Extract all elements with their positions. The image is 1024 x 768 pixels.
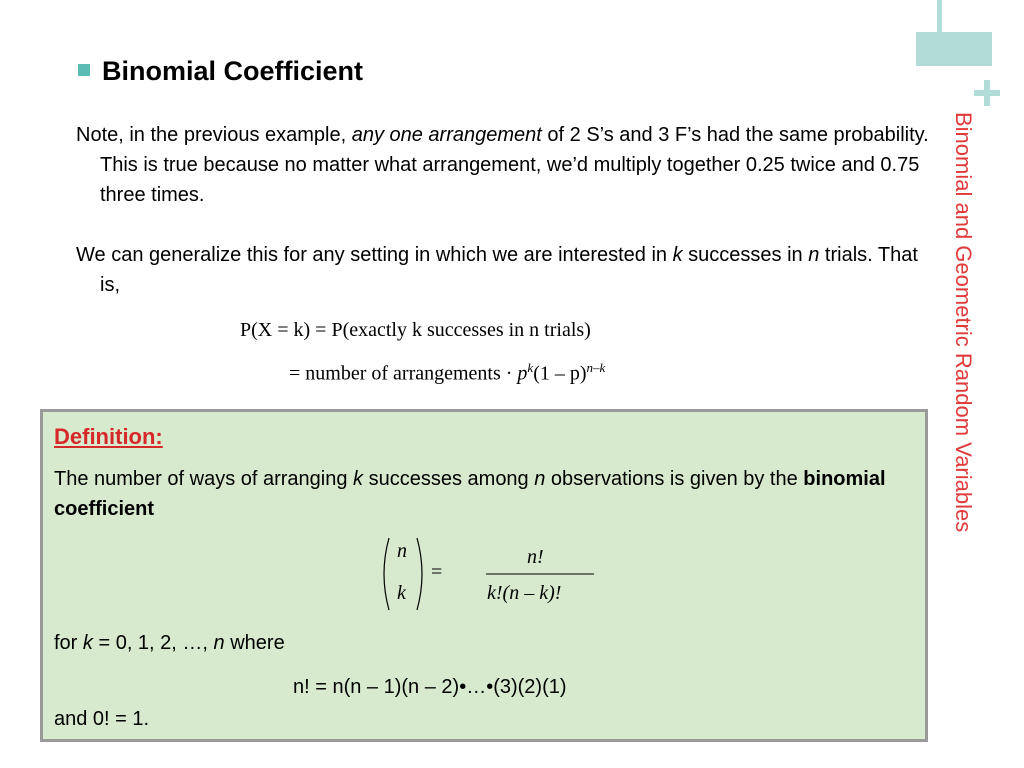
definition-text	[54, 464, 914, 524]
for-k-line	[54, 632, 285, 655]
binom-top: n	[397, 540, 407, 562]
generalize-text-b: successes in	[682, 244, 809, 266]
binom-equals: =	[431, 561, 443, 583]
def-n: n	[534, 468, 546, 490]
for-k: k	[82, 632, 93, 654]
formula-p: p	[517, 362, 528, 385]
generalize-paragraph	[76, 240, 930, 300]
formula-line-1: P(X = k) = P(exactly k successes in n trials)	[240, 319, 591, 341]
left-paren	[384, 538, 389, 610]
def-k: k	[353, 468, 364, 490]
note-italic: any one arrangement	[351, 124, 542, 146]
for-b: = 0, 1, 2, …,	[92, 632, 214, 654]
formula-one-minus-p: (1 – p)	[533, 362, 587, 385]
formula-k-exp: k	[527, 360, 534, 375]
note-text-a: Note, in the previous example,	[76, 124, 352, 146]
slide-title	[78, 56, 363, 87]
accent-line	[937, 0, 942, 32]
def-text-c: observations is given by the	[545, 468, 804, 490]
formula-line-2	[289, 360, 605, 386]
binom-denominator: k!(n – k)!	[487, 582, 562, 604]
slide-title-text: Binomial Coefficient	[102, 56, 364, 86]
generalize-text-a: We can generalize this for any setting in which we are interested in	[76, 244, 673, 266]
generalize-n: n	[808, 244, 820, 266]
binom-bottom: k	[397, 582, 406, 604]
formula-line2-prefix: = number of arrangements ·	[289, 362, 518, 385]
definition-box	[40, 409, 928, 742]
for-c: where	[224, 632, 285, 654]
zero-factorial-line: and 0! = 1.	[54, 708, 150, 730]
note-paragraph	[76, 120, 930, 210]
factorial-line: n! = n(n – 1)(n – 2)•…•(3)(2)(1)	[293, 676, 567, 698]
generalize-text-c: trials. That is,	[100, 244, 918, 296]
for-a: for	[54, 632, 83, 654]
plus-icon	[974, 80, 1000, 106]
def-bold: binomial coefficient	[54, 468, 886, 520]
side-title: Binomial and Geometric Random Variables	[951, 112, 976, 533]
formula-n-minus-k-exp: n–k	[586, 360, 606, 375]
accent-block	[916, 32, 992, 66]
square-bullet-icon	[78, 64, 90, 76]
def-text-b: successes among	[363, 468, 535, 490]
def-text-a: The number of ways of arranging	[54, 468, 354, 490]
binomial-formula	[379, 534, 609, 614]
binom-numerator: n!	[527, 546, 544, 568]
generalize-k: k	[672, 244, 683, 266]
definition-heading: Definition:	[54, 424, 163, 449]
note-text-b: of 2 S’s and 3 F’s had the same probability. This is true because no matter what arrangement, we’d multiply together 0.25 twice and 0.75 three times.	[100, 124, 929, 206]
right-paren	[417, 538, 422, 610]
for-n: n	[213, 632, 225, 654]
